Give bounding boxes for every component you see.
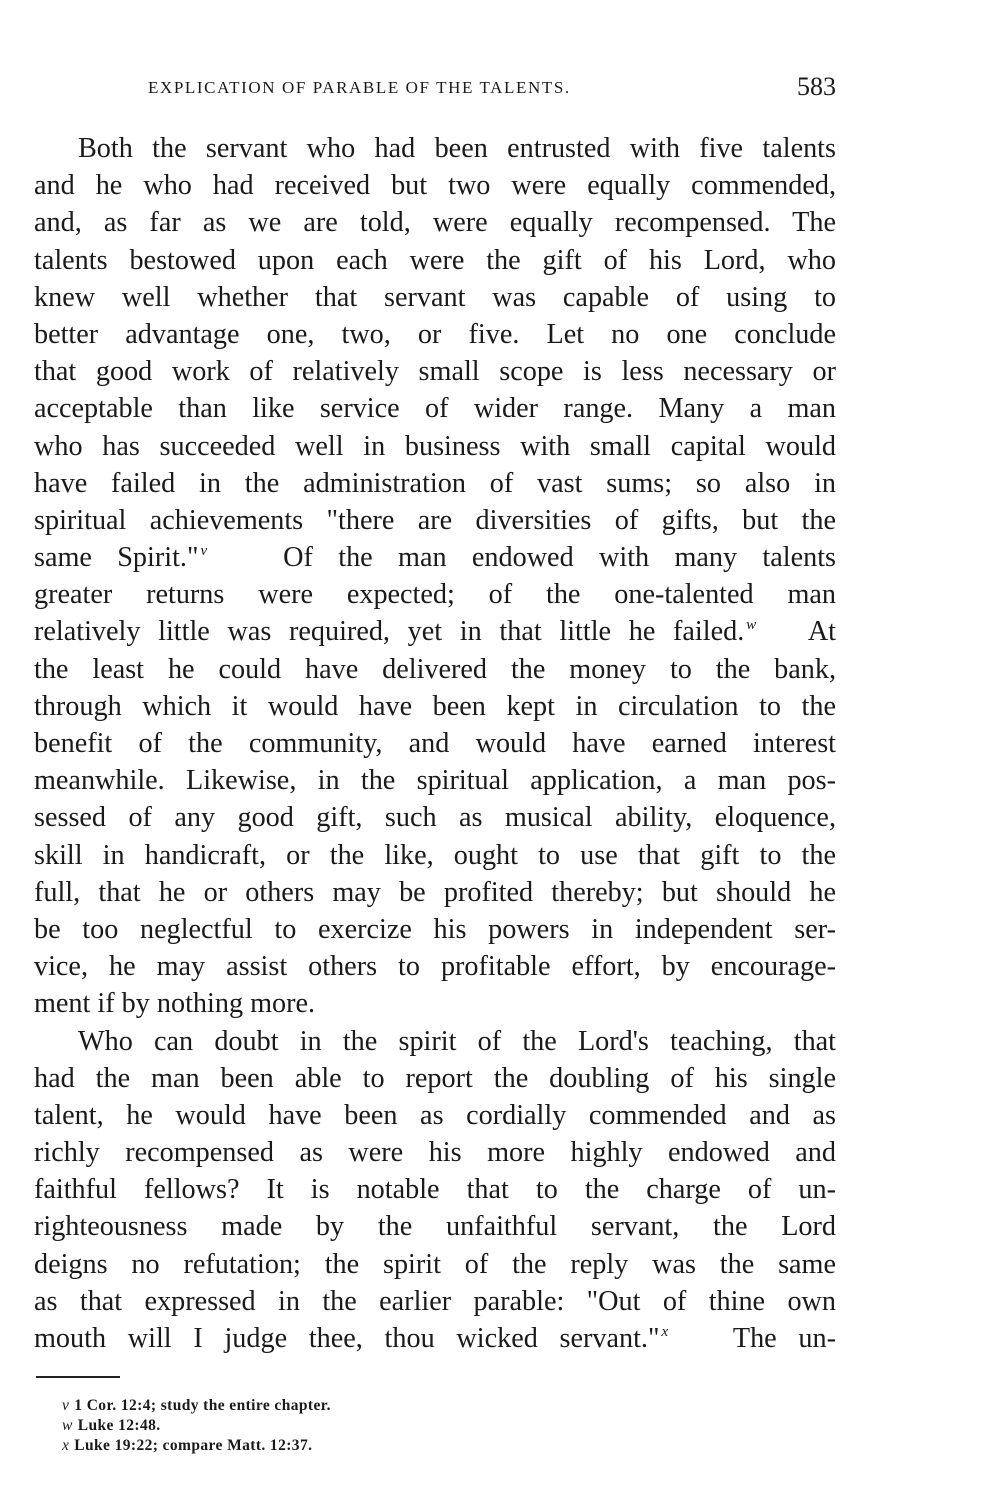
footnotes — [62, 1396, 822, 1456]
text-line: skill in handicraft, or the like, ought to use that gift to the — [34, 839, 836, 871]
text-segment: relatively little was required, yet in that little he failed. — [34, 616, 745, 648]
text-line: righteousness made by the unfaithful servant, the Lord — [34, 1211, 836, 1243]
text-line: benefit of the community, and would have earned interest — [34, 728, 836, 759]
text-line: as that expressed in the earlier parable: "Out of thine own — [34, 1285, 836, 1317]
text-line: spiritual achievements "there are diversities of gifts, but the — [34, 504, 836, 536]
text-line: Who can doubt in the spirit of the Lord's teaching, that — [78, 1025, 836, 1057]
footnote-w — [62, 1416, 822, 1436]
text-line: faithful fellows? It is notable that to the charge of un- — [34, 1174, 836, 1206]
text-line: sessed of any good gift, such as musical ability, eloquence, — [34, 802, 836, 834]
footnote-text: Luke 12:48. — [77, 1417, 161, 1434]
text-line: talents bestowed upon each were the gift of his Lord, who — [34, 244, 836, 276]
footnote-mark: v — [62, 1397, 70, 1414]
footnote-ref-v[interactable]: v — [200, 543, 208, 560]
text-line: greater returns were expected; of the one-talented man — [34, 579, 836, 611]
text-line — [34, 613, 836, 650]
text-line: who has succeeded well in business with small capital would — [34, 430, 836, 462]
text-line: had the man been able to report the doubling of his single — [34, 1062, 836, 1094]
text-line: and, as far as we are told, were equally recompensed. The — [34, 207, 836, 239]
text-line: meanwhile. Likewise, in the spiritual application, a man pos- — [34, 765, 836, 797]
text-line: vice, he may assist others to profitable effort, by encourage- — [34, 951, 836, 983]
text-segment: The un- — [732, 1323, 836, 1354]
text-line: acceptable than like service of wider range. Many a man — [34, 393, 836, 425]
footnote-ref-x[interactable]: x — [661, 1324, 669, 1340]
text-line: the least he could have delivered the money to the bank, — [34, 653, 836, 685]
text-line: have failed in the administration of vast sums; so also in — [34, 467, 836, 499]
footnote-mark: w — [62, 1417, 73, 1434]
footnote-ref-w[interactable]: w — [746, 617, 757, 634]
footnote-text: 1 Cor. 12:4; study the entire chapter. — [74, 1397, 331, 1414]
text-line: and he who had received but two were equally commended, — [34, 170, 836, 202]
text-line: that good work of relatively small scope is less necessary or — [34, 356, 836, 388]
text-line: through which it would have been kept in circulation to the — [34, 690, 836, 722]
footnote-mark: x — [62, 1437, 70, 1454]
running-head — [34, 72, 836, 108]
text-segment: Of the man endowed with many talents — [283, 542, 837, 574]
text-line: Both the servant who had been entrusted with five talents — [78, 133, 836, 164]
footnote-text: Luke 19:22; compare Matt. 12:37. — [74, 1437, 313, 1454]
text-line: deigns no refutation; the spirit of the reply was the same — [34, 1248, 836, 1280]
text-segment: At — [807, 616, 836, 648]
text-line: better advantage one, two, or five. Let no one conclude — [34, 318, 836, 350]
text-line: be too neglectful to exercize his powers in independent ser- — [34, 913, 836, 945]
text-line: richly recompensed as were his more highly endowed and — [34, 1137, 836, 1169]
text-line — [34, 539, 836, 576]
page-number: 583 — [797, 72, 836, 101]
body-text — [34, 130, 836, 1357]
text-line: knew well whether that servant was capable of using to — [34, 281, 836, 313]
text-line: talent, he would have been as cordially commended and as — [34, 1099, 836, 1131]
text-segment: same Spirit." — [34, 542, 199, 574]
text-segment: mouth will I judge thee, thou wicked servant." — [34, 1323, 660, 1354]
text-line: ment if by nothing more. — [34, 988, 316, 1020]
footnote-x — [62, 1436, 822, 1456]
running-title: EXPLICATION OF PARABLE OF THE TALENTS. — [148, 78, 571, 97]
footnote-divider — [36, 1376, 120, 1378]
text-line — [34, 1320, 836, 1357]
text-line: full, that he or others may be profited thereby; but should he — [34, 876, 836, 908]
footnote-v — [62, 1396, 822, 1416]
